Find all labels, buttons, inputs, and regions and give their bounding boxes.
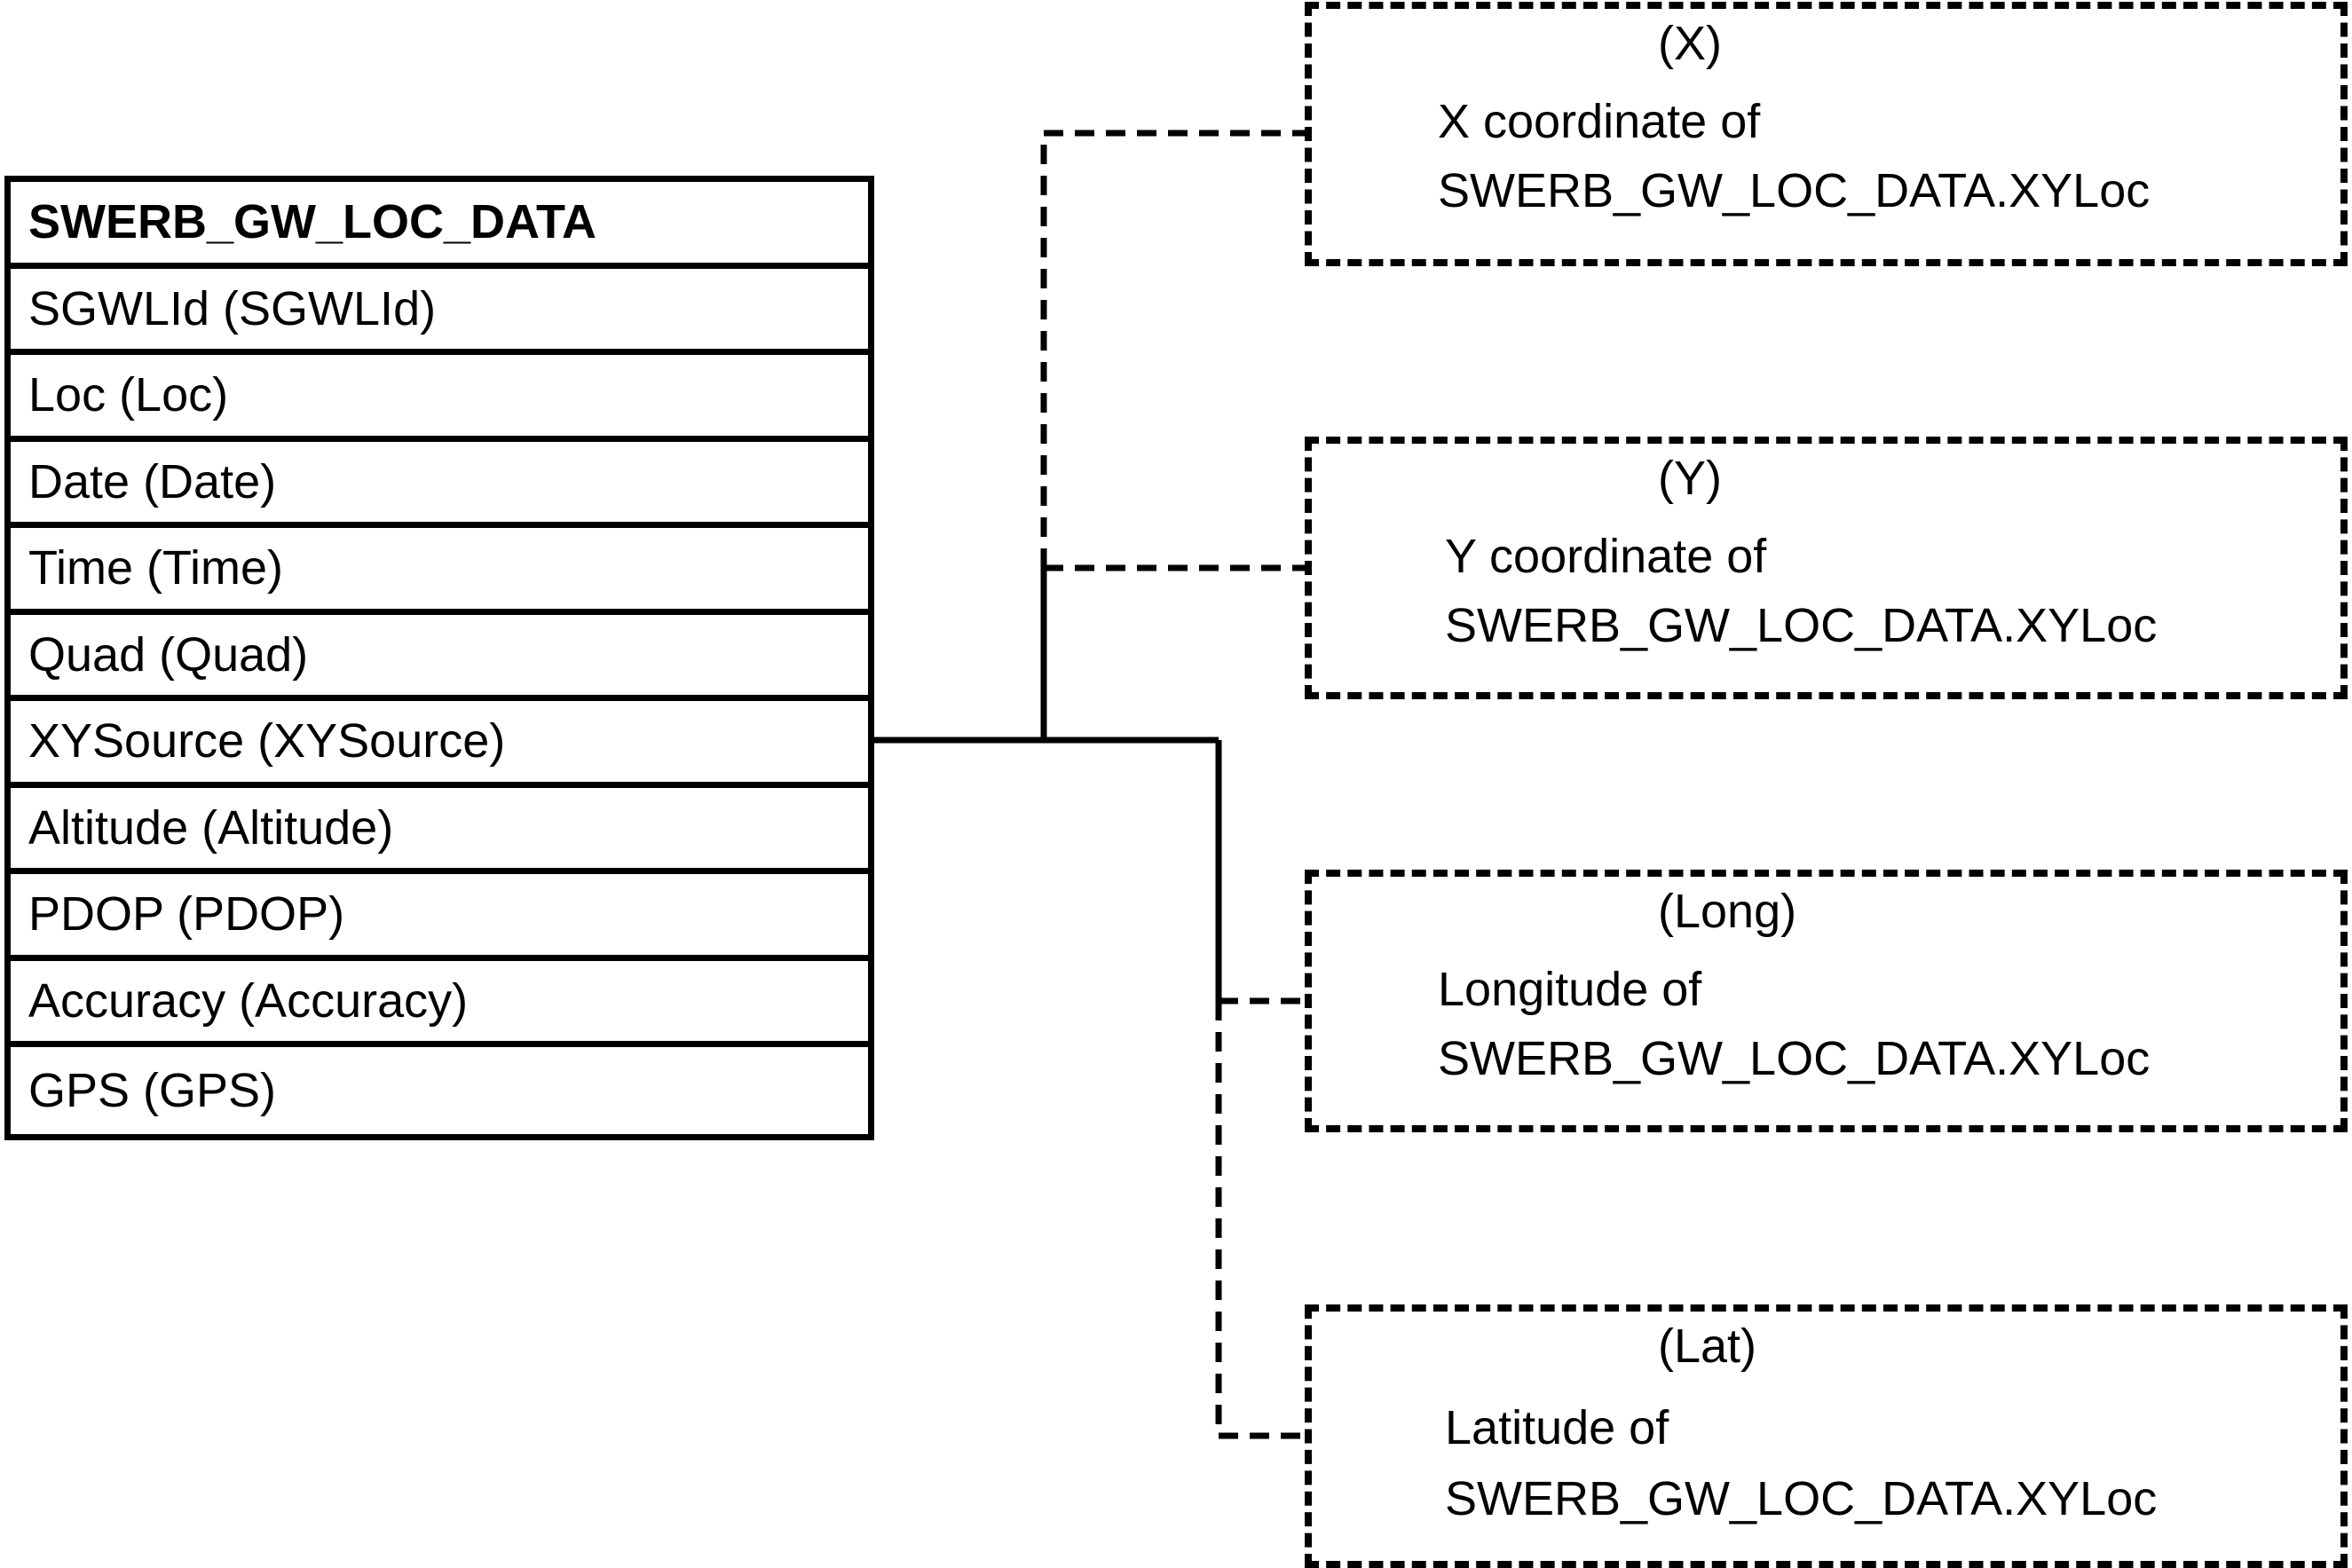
derived-desc-line1: Y coordinate of	[1445, 530, 1767, 583]
derived-desc-line2: SWERB_GW_LOC_DATA.XYLoc	[1438, 1032, 2151, 1085]
derived-desc-line2: SWERB_GW_LOC_DATA.XYLoc	[1445, 1472, 2158, 1525]
derived-desc-line1: X coordinate of	[1438, 95, 1761, 148]
entity-field: Loc (Loc)	[11, 355, 868, 442]
derived-box-y	[1305, 437, 2348, 699]
derived-box-x	[1305, 2, 2348, 266]
derived-box-long	[1305, 870, 2348, 1132]
entity-field: XYSource (XYSource)	[11, 701, 868, 788]
entity-field: Quad (Quad)	[11, 615, 868, 702]
derived-desc-line1: Latitude of	[1445, 1401, 1669, 1454]
derived-code: (Lat)	[1658, 1320, 1757, 1373]
entity-field: PDOP (PDOP)	[11, 874, 868, 961]
entity-table	[4, 176, 874, 1140]
entity-field: Accuracy (Accuracy)	[11, 961, 868, 1048]
entity-field: Altitude (Altitude)	[11, 788, 868, 875]
connector-solid-trunk	[874, 568, 1219, 1001]
entity-field: Date (Date)	[11, 442, 868, 529]
derived-code: (Y)	[1658, 452, 1722, 505]
connector-dashed-x	[1044, 133, 1305, 568]
derived-desc-line2: SWERB_GW_LOC_DATA.XYLoc	[1445, 599, 2158, 652]
derived-desc-line2: SWERB_GW_LOC_DATA.XYLoc	[1438, 164, 2151, 217]
derived-code: (X)	[1658, 17, 1722, 70]
derived-code: (Long)	[1658, 885, 1797, 938]
entity-field: Time (Time)	[11, 528, 868, 615]
entity-title: SWERB_GW_LOC_DATA	[11, 182, 868, 269]
derived-desc-line1: Longitude of	[1438, 963, 1702, 1016]
connector-dashed-lat	[1219, 1001, 1305, 1436]
derived-box-lat	[1305, 1304, 2348, 1568]
entity-field: GPS (GPS)	[28, 1063, 277, 1117]
entity-field: SGWLId (SGWLId)	[11, 269, 868, 356]
